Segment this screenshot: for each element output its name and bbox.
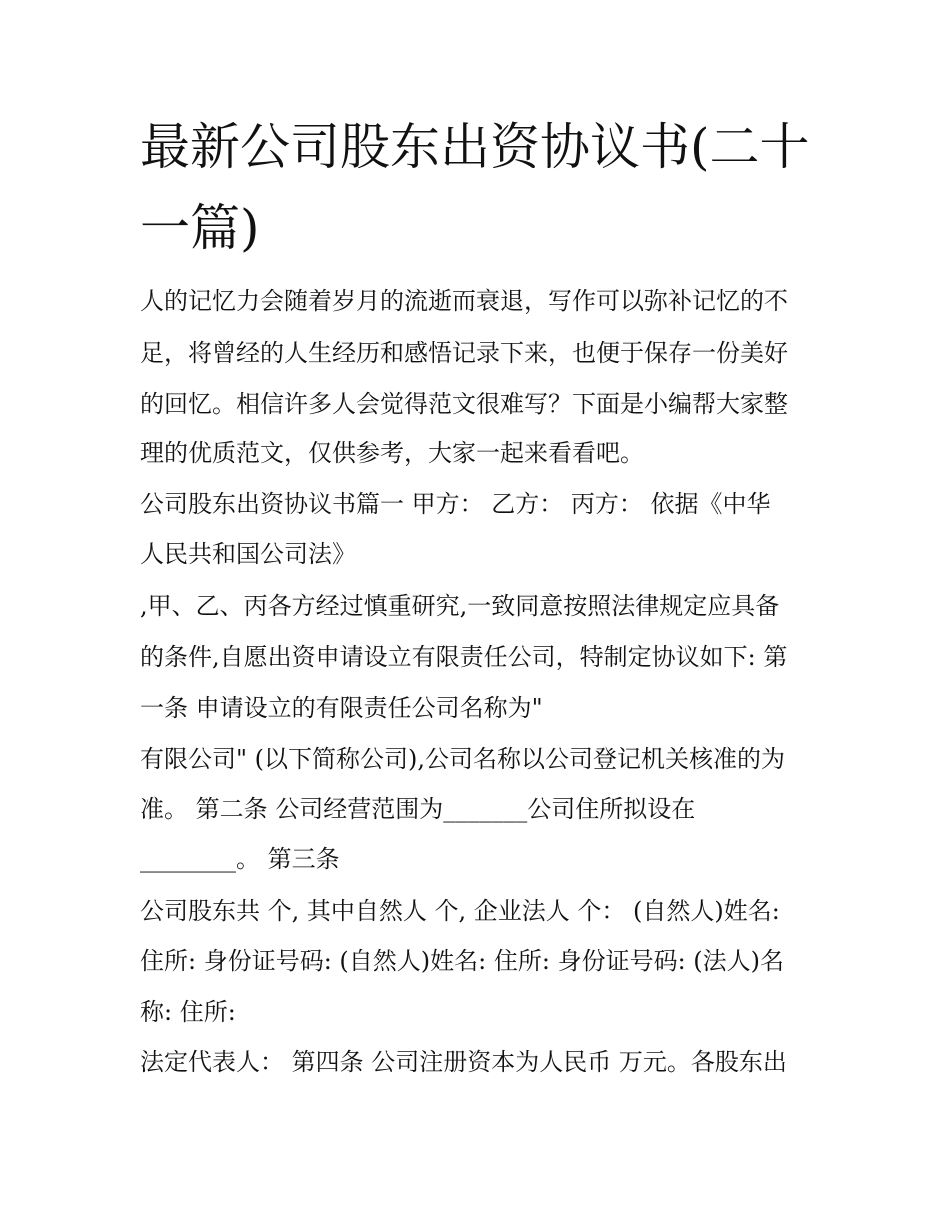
body-line: ,甲、乙、丙各方经过慎重研究,一致同意按照法律规定应具备 [140,592,780,620]
body-line: 的回忆。相信许多人会觉得范文很难写？下面是小编帮大家整 [140,390,788,418]
body-line: 住所: 身份证号码: (自然人)姓名: 住所: 身份证号码: (法人)名 [140,947,785,975]
body-line: 公司股东共 个, 其中自然人 个, 企业法人 个： (自然人)姓名: [140,897,780,925]
body-line: 一条 申请设立的有限责任公司名称为" [140,694,543,722]
document-title-line-1: 最新公司股东出资协议书(二十 [140,118,810,176]
body-line: 人的记忆力会随着岁月的流逝而衰退，写作可以弥补记忆的不 [140,287,788,315]
body-line: 公司股东出资协议书篇一 甲方： 乙方： 丙方： 依据《中华 [140,490,771,518]
document-title-line-2: 一篇) [140,199,260,257]
body-line: 准。 第二条 公司经营范围为_______公司住所拟设在 [140,795,696,823]
body-line: 法定代表人： 第四条 公司注册资本为人民币 万元。各股东出 [140,1048,787,1076]
body-line: 理的优质范文，仅供参考，大家一起来看看吧。 [140,439,644,467]
body-line: ________。 第三条 [140,845,340,873]
body-line: 的条件,自愿出资申请设立有限责任公司，特制定协议如下: 第 [140,643,788,671]
body-line: 足，将曾经的人生经历和感悟记录下来，也便于保存一份美好 [140,339,788,367]
body-line: 称: 住所: [140,998,236,1026]
body-line: 有限公司" (以下简称公司),公司名称以公司登记机关核准的为 [140,745,786,773]
body-line: 人民共和国公司法》 [140,540,356,568]
